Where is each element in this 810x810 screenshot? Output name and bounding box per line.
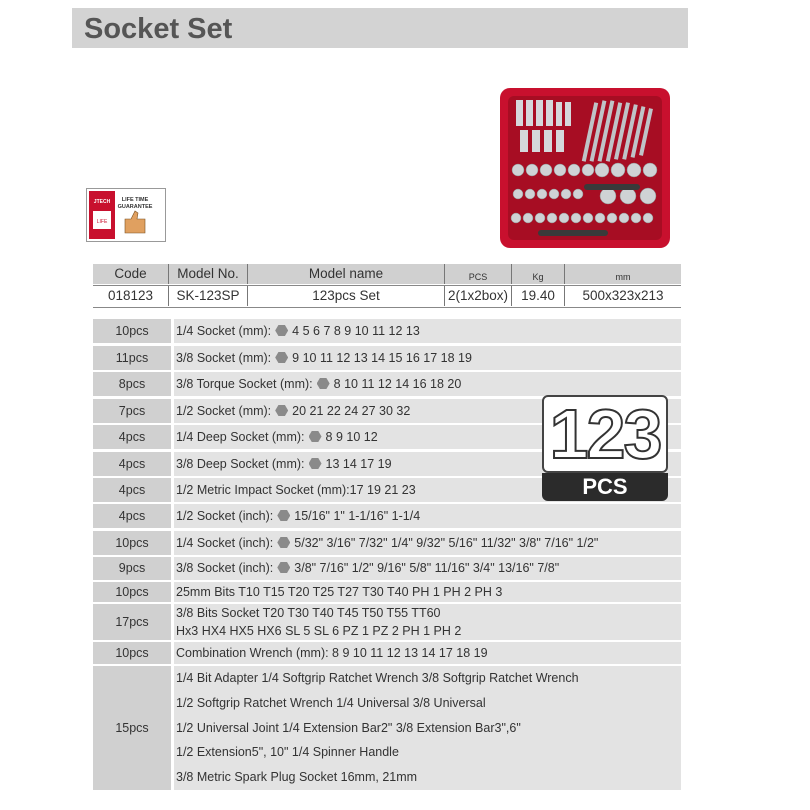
cell-kg: 19.40 (521, 288, 555, 303)
item-description (174, 582, 681, 602)
list-item (93, 604, 681, 640)
tool-case-image (498, 84, 674, 252)
item-label: 3/8 Socket (mm): (176, 351, 272, 365)
item-line: Hx3 HX4 HX5 HX6 SL 5 SL 6 PZ 1 PZ 2 PH 1 PH 2 (176, 624, 462, 638)
item-sizes: 15/16" 1" 1-1/16" 1-1/4 (294, 509, 421, 523)
item-description (174, 531, 681, 555)
item-description (174, 666, 681, 790)
cell-model-name: 123pcs Set (312, 288, 380, 303)
item-sizes: 4 5 6 7 8 9 10 11 12 13 (292, 324, 420, 338)
list-item (93, 582, 681, 602)
header-mm: mm (615, 272, 631, 282)
item-line: 3/8 Metric Spark Plug Socket 16mm, 21mm (176, 770, 418, 785)
item-quantity: 4pcs (93, 425, 171, 449)
item-description (174, 319, 681, 343)
item-label: 1/4 Socket (inch): (176, 536, 274, 550)
item-label: 3/8 Torque Socket (mm): (176, 377, 313, 391)
item-line: 1/2 Metric Impact Socket (mm):17 19 21 23 (176, 483, 416, 497)
header-kg: Kg (532, 272, 544, 282)
svg-text:LIFE: LIFE (96, 219, 108, 225)
hex-socket-icon (277, 510, 290, 521)
item-quantity: 10pcs (93, 582, 171, 602)
item-quantity: 4pcs (93, 478, 171, 502)
item-line: 1/2 Extension5", 10" 1/4 Spinner Handle (176, 745, 399, 760)
item-label: 1/2 Socket (mm): (176, 404, 272, 418)
item-quantity: 10pcs (93, 642, 171, 664)
page-title: Socket Set (84, 13, 233, 45)
list-item (93, 666, 681, 790)
piece-count-badge (542, 395, 668, 505)
item-line: 25mm Bits T10 T15 T20 T25 T27 T30 T40 PH 1 PH 2 PH 3 (176, 585, 503, 599)
list-item (93, 557, 681, 580)
piece-count-number: 123 (542, 395, 668, 473)
item-label: 1/2 Socket (inch): (176, 509, 274, 523)
item-quantity: 9pcs (93, 557, 171, 580)
item-description (174, 642, 681, 664)
item-label: 3/8 Socket (inch): (176, 561, 274, 575)
title-bar (72, 8, 688, 48)
item-description (174, 504, 681, 528)
item-quantity: 8pcs (93, 372, 171, 396)
spec-table-header (93, 264, 681, 284)
item-sizes: 9 10 11 12 13 14 15 16 17 18 19 (292, 351, 472, 365)
item-label: 3/8 Deep Socket (mm): (176, 457, 305, 471)
item-sizes: 13 14 17 19 (325, 457, 392, 471)
list-item (93, 504, 681, 528)
cell-pcs: 2(1x2box) (447, 288, 509, 303)
jtech-logo-icon (87, 189, 165, 241)
item-quantity: 11pcs (93, 346, 171, 370)
item-description (174, 604, 681, 640)
hex-socket-icon (277, 537, 290, 548)
lifetime-guarantee-badge (86, 188, 166, 242)
item-sizes: 8 9 10 12 (325, 430, 378, 444)
item-sizes: 5/32" 3/16" 7/32" 1/4" 9/32" 5/16" 11/32" 3/8" 7/16" 1/2" (294, 536, 599, 550)
cell-model-no: SK-123SP (176, 288, 240, 303)
cell-mm: 500x323x213 (582, 288, 664, 303)
item-line: 1/2 Softgrip Ratchet Wrench 1/4 Universal 3/8 Universal (176, 695, 486, 710)
hex-socket-icon (275, 325, 288, 336)
item-quantity: 10pcs (93, 319, 171, 343)
item-quantity: 4pcs (93, 452, 171, 476)
item-line: 3/8 Bits Socket T20 T30 T40 T45 T50 T55 TT60 (176, 606, 441, 620)
list-item (93, 319, 681, 343)
item-quantity: 15pcs (93, 666, 171, 790)
hex-socket-icon (309, 431, 322, 442)
item-description (174, 346, 681, 370)
hex-socket-icon (309, 458, 322, 469)
item-quantity: 17pcs (93, 604, 171, 640)
hex-socket-icon (277, 562, 290, 573)
hex-socket-icon (275, 405, 288, 416)
hex-socket-icon (317, 378, 330, 389)
cell-code: 018123 (107, 288, 154, 303)
item-sizes: 3/8" 7/16" 1/2" 9/16" 5/8" 11/16" 3/4" 13/16" 7/8" (294, 561, 560, 575)
svg-text:JTECH: JTECH (93, 199, 111, 205)
item-line: 1/4 Bit Adapter 1/4 Softgrip Ratchet Wrench 3/8 Softgrip Ratchet Wrench (176, 671, 579, 685)
list-item (93, 346, 681, 370)
item-description (174, 557, 681, 580)
header-pcs: PCS (468, 272, 488, 282)
header-model-name: Model name (308, 266, 384, 281)
list-item (93, 531, 681, 555)
item-sizes: 8 10 11 12 14 16 18 20 (333, 377, 462, 391)
list-item (93, 642, 681, 664)
item-quantity: 4pcs (93, 504, 171, 528)
svg-text:LIFE TIME: LIFE TIME (121, 197, 149, 203)
item-quantity: 10pcs (93, 531, 171, 555)
header-model-no: Model No. (177, 266, 239, 281)
hex-socket-icon (275, 352, 288, 363)
item-label: 1/4 Socket (mm): (176, 324, 272, 338)
item-line: Combination Wrench (mm): 8 9 10 11 12 13 14 17 18 19 (176, 646, 488, 660)
item-quantity: 7pcs (93, 399, 171, 423)
list-item (93, 372, 681, 396)
item-label: 1/4 Deep Socket (mm): (176, 430, 305, 444)
item-description (174, 372, 681, 396)
spec-table-row (93, 286, 681, 306)
svg-text:GUARANTEE: GUARANTEE (117, 204, 153, 210)
item-line: 1/2 Universal Joint 1/4 Extension Bar2" 3/8 Extension Bar3",6" (176, 720, 521, 735)
piece-count-unit: PCS (542, 473, 668, 501)
header-code: Code (114, 266, 147, 281)
item-sizes: 20 21 22 24 27 30 32 (292, 404, 411, 418)
